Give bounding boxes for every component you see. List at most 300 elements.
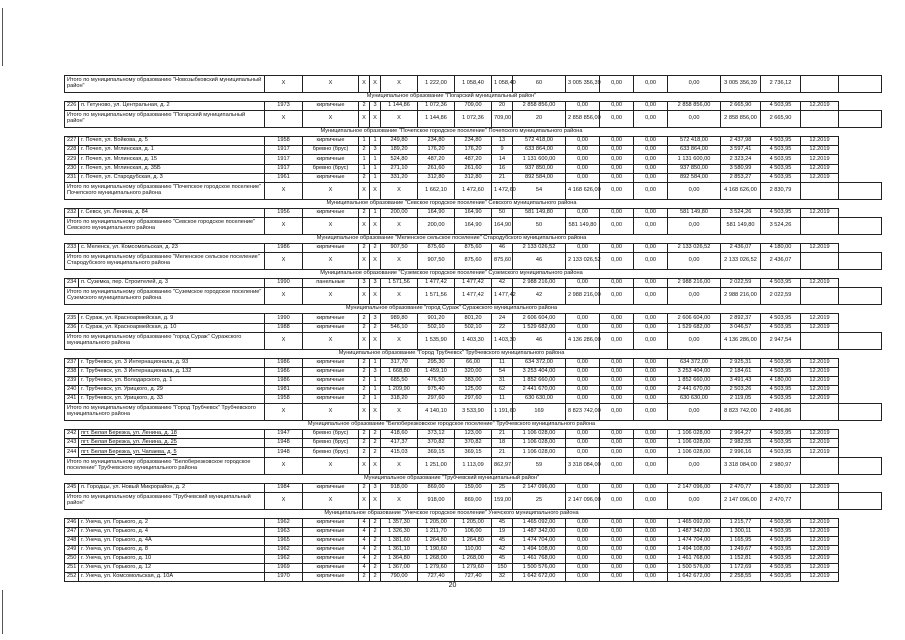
table-body — [65, 76, 882, 582]
table-cell: 0,00 — [634, 527, 668, 536]
table-cell: 0,00 — [634, 217, 668, 234]
section-header-row — [65, 474, 882, 483]
table-cell: 12.2019 — [801, 102, 839, 111]
table-cell: 176,20 — [455, 146, 492, 155]
table-cell: 918,00 — [381, 483, 418, 492]
row-number: 229 — [65, 155, 79, 164]
table-cell: 0,00 — [668, 332, 721, 349]
table-cell: 2 — [370, 537, 381, 546]
table-row — [65, 385, 882, 394]
table-cell: X — [359, 217, 370, 234]
table-cell: 0,00 — [634, 439, 668, 448]
table-cell: 0,00 — [600, 111, 634, 128]
table-cell: 581 149,80 — [721, 217, 761, 234]
table-cell: X — [359, 457, 370, 474]
table-cell: 0,00 — [600, 279, 634, 288]
table-cell: 1962 — [265, 555, 303, 564]
table-cell: 1956 — [265, 208, 303, 217]
table-cell: 4 503,95 — [761, 173, 801, 182]
table-cell: 415,03 — [381, 448, 418, 457]
table-row — [65, 244, 882, 253]
table-cell: 4 — [359, 527, 370, 536]
table-cell: 2 — [359, 573, 370, 582]
table-cell: 0,00 — [634, 102, 668, 111]
table-cell: 1965 — [265, 537, 303, 546]
address-cell: г. Почеп, ул. Мглинская, д. 15 — [79, 155, 265, 164]
table-cell: кирпичные — [303, 483, 359, 492]
page-number: 20 — [448, 582, 457, 589]
table-cell: 1963 — [265, 527, 303, 536]
table-cell: 3 491,43 — [721, 376, 761, 385]
table-cell: 12.2019 — [801, 279, 839, 288]
table-cell: 1958 — [265, 137, 303, 146]
table-cell: X — [359, 182, 370, 199]
table-cell: 1962 — [265, 546, 303, 555]
table-cell — [801, 253, 839, 270]
table-cell: кирпичные — [303, 358, 359, 367]
table-cell: 2 436,07 — [721, 244, 761, 253]
table-cell: 12.2019 — [801, 527, 839, 536]
table-cell: 164,90 — [455, 208, 492, 217]
table-cell: 3 318 084,00 — [721, 457, 761, 474]
table-cell: 189,20 — [381, 146, 418, 155]
subtotal-row — [65, 76, 882, 93]
table-cell — [801, 492, 839, 509]
table-cell: X — [303, 332, 359, 349]
table-cell: 3 005 356,39 — [721, 76, 761, 93]
table-cell: 0,00 — [600, 76, 634, 93]
table-cell: 4 — [359, 518, 370, 527]
table-cell: X — [265, 182, 303, 199]
table-cell: X — [381, 182, 418, 199]
address-cell: п. Суземка, пер. Строителей, д. 3 — [79, 279, 265, 288]
table-cell: 12.2019 — [801, 439, 839, 448]
table-cell: 0,00 — [566, 173, 600, 182]
address-cell: г. Трубчевск, ул. 3 Интернационала, д. 132 — [79, 367, 265, 376]
table-cell: бревно (брус) — [303, 146, 359, 155]
table-cell: 123,00 — [455, 430, 492, 439]
row-number: 232 — [65, 208, 79, 217]
row-number: 230 — [65, 164, 79, 173]
table-cell: X — [303, 76, 359, 93]
table-cell: 1 152,81 — [721, 555, 761, 564]
table-cell: кирпичные — [303, 208, 359, 217]
table-cell: 312,80 — [455, 173, 492, 182]
table-cell: 2 858 856,00 — [513, 102, 566, 111]
table-cell: 4 136 286,00 — [721, 332, 761, 349]
table-cell: 2 988 216,00 — [513, 279, 566, 288]
table-cell: 0,00 — [634, 518, 668, 527]
table-cell: кирпичные — [303, 518, 359, 527]
row-number: 242 — [65, 430, 79, 439]
table-cell: X — [359, 76, 370, 93]
table-cell: 4 503,95 — [761, 279, 801, 288]
table-cell: 0,00 — [600, 573, 634, 582]
table-cell: 0,00 — [634, 173, 668, 182]
table-cell: 20 — [513, 111, 566, 128]
table-cell: 297,60 — [455, 395, 492, 404]
table-cell: 369,15 — [418, 448, 455, 457]
table-cell — [801, 217, 839, 234]
table-cell: 2 — [359, 102, 370, 111]
table-cell: 1 465 092,00 — [513, 518, 566, 527]
table-cell: 0,00 — [600, 102, 634, 111]
table-cell: 502,10 — [455, 323, 492, 332]
table-cell: 2 147 096,00 — [513, 483, 566, 492]
subtotal-row — [65, 457, 882, 474]
table-cell: 1 215,77 — [721, 518, 761, 527]
table-cell: 1 264,80 — [455, 537, 492, 546]
table-cell: X — [370, 457, 381, 474]
address-cell: г. Унеча, ул. Горького, д. 4А — [79, 537, 265, 546]
table-cell: 0,00 — [566, 518, 600, 527]
table-cell: 0,00 — [634, 182, 668, 199]
table-cell: панельные — [303, 279, 359, 288]
table-cell: 12.2019 — [801, 173, 839, 182]
table-cell: 2 — [359, 314, 370, 323]
section-header-row — [65, 509, 882, 518]
table-cell: кирпичные — [303, 564, 359, 573]
table-cell: 1917 — [265, 164, 303, 173]
table-cell: 1 — [370, 385, 381, 394]
table-cell: 989,80 — [381, 314, 418, 323]
table-cell: 1 571,56 — [381, 279, 418, 288]
table-cell: 331,20 — [381, 173, 418, 182]
section-header-row — [65, 128, 882, 137]
subtotal-label: Итого по муниципальному образованию "Почепское городское поселение" Почепского муниципального района — [65, 182, 265, 199]
table-cell: 0,00 — [600, 155, 634, 164]
table-cell: 907,50 — [418, 253, 455, 270]
table-row — [65, 137, 882, 146]
table-cell: 4 503,95 — [761, 314, 801, 323]
table-cell: 261,60 — [455, 164, 492, 173]
table-cell: X — [359, 288, 370, 305]
table-cell: 2 — [359, 173, 370, 182]
table-cell: 4 503,95 — [761, 146, 801, 155]
table-cell: X — [370, 217, 381, 234]
table-row — [65, 314, 882, 323]
table-cell: 320,00 — [455, 367, 492, 376]
table-cell: 0,00 — [634, 555, 668, 564]
table-cell: 1947 — [265, 430, 303, 439]
table-cell: 1 106 028,00 — [668, 430, 721, 439]
table-cell: 0,00 — [634, 492, 668, 509]
table-cell: 4 503,95 — [761, 573, 801, 582]
table-cell: 12.2019 — [801, 137, 839, 146]
row-number: 238 — [65, 367, 79, 376]
table-cell: кирпичные — [303, 323, 359, 332]
table-cell: 0,00 — [668, 492, 721, 509]
table-cell: 685,50 — [381, 376, 418, 385]
table-cell: 1 205,00 — [455, 518, 492, 527]
table-cell: 727,40 — [455, 573, 492, 582]
table-cell: 2 — [370, 555, 381, 564]
table-cell: 2 — [370, 439, 381, 448]
table-cell: 12.2019 — [801, 564, 839, 573]
table-cell: 1 106 028,00 — [513, 448, 566, 457]
table-cell: 790,00 — [381, 573, 418, 582]
table-cell: 0,00 — [634, 564, 668, 573]
table-cell: 4 180,00 — [761, 376, 801, 385]
table-cell: 1 535,90 — [418, 332, 455, 349]
table-cell: 1 — [370, 164, 381, 173]
section-title: Муниципальное образование "город Сураж" Суражского муниципального района — [65, 305, 839, 314]
table-cell: 869,00 — [418, 483, 455, 492]
table-cell: 0,00 — [566, 146, 600, 155]
table-cell: 1 268,00 — [455, 555, 492, 564]
table-cell: 2 — [359, 439, 370, 448]
table-cell: 2 184,61 — [721, 367, 761, 376]
row-number: 226 — [65, 102, 79, 111]
table-cell: 2 736,12 — [761, 76, 801, 93]
table-cell: бревно (брус) — [303, 164, 359, 173]
table-cell: 0,00 — [600, 527, 634, 536]
table-row — [65, 208, 882, 217]
table-row — [65, 518, 882, 527]
table-cell: 0,00 — [668, 111, 721, 128]
table-cell: 1986 — [265, 376, 303, 385]
table-cell: 1 852 660,00 — [668, 376, 721, 385]
table-cell: 1 — [359, 155, 370, 164]
table-cell: 4 503,95 — [761, 358, 801, 367]
table-row — [65, 448, 882, 457]
table-cell: 1 300,11 — [721, 527, 761, 536]
table-cell: 11 — [492, 395, 513, 404]
table-row — [65, 439, 882, 448]
table-cell: 0,00 — [600, 314, 634, 323]
section-title: Муниципальное образование "Унечское городское поселение" Унечского муниципального района — [65, 509, 839, 518]
table-cell: 1 459,10 — [418, 367, 455, 376]
table-cell: 2 022,59 — [761, 288, 801, 305]
table-cell: X — [265, 217, 303, 234]
table-cell: 0,00 — [600, 253, 634, 270]
table-cell: 25 — [513, 492, 566, 509]
table-cell: 234,80 — [418, 137, 455, 146]
table-cell: 524,80 — [381, 155, 418, 164]
table-cell: 4 503,95 — [761, 102, 801, 111]
table-cell: 0,00 — [634, 483, 668, 492]
table-cell: 14 — [492, 155, 513, 164]
table-cell: 1 477,42 — [492, 288, 513, 305]
table-cell: 0,00 — [600, 430, 634, 439]
table-cell: 317,70 — [381, 358, 418, 367]
table-cell: 12.2019 — [801, 385, 839, 394]
section-title: Муниципальное образование "Суземское городское поселение" Суземского муниципального района — [65, 270, 839, 279]
table-cell: X — [370, 332, 381, 349]
table-cell: X — [265, 253, 303, 270]
table-cell: 3 — [370, 367, 381, 376]
table-row — [65, 555, 882, 564]
table-cell: X — [265, 492, 303, 509]
table-cell: 1 361,10 — [381, 546, 418, 555]
table-cell: 1990 — [265, 279, 303, 288]
table-cell: 50 — [513, 217, 566, 234]
table-cell: 0,00 — [634, 253, 668, 270]
table-cell: 1 477,42 — [455, 279, 492, 288]
table-cell: 581 149,80 — [513, 208, 566, 217]
table-cell: 110,00 — [455, 546, 492, 555]
table-cell: 2 — [370, 546, 381, 555]
table-row — [65, 173, 882, 182]
table-cell: 3 253 404,00 — [513, 367, 566, 376]
table-cell: 4 503,95 — [761, 555, 801, 564]
table-cell: 2 — [359, 358, 370, 367]
table-cell: 1990 — [265, 314, 303, 323]
table-cell: 2 606 604,00 — [513, 314, 566, 323]
table-cell: 45 — [492, 518, 513, 527]
table-cell: 12.2019 — [801, 518, 839, 527]
table-cell: 0,00 — [566, 439, 600, 448]
table-cell — [801, 288, 839, 305]
table-cell: 4 136 286,00 — [566, 332, 600, 349]
row-number: 245 — [65, 483, 79, 492]
table-cell: 271,10 — [381, 164, 418, 173]
table-cell: 12.2019 — [801, 448, 839, 457]
table-cell: 937 850,00 — [513, 164, 566, 173]
row-number: 231 — [65, 173, 79, 182]
table-cell: 709,00 — [492, 111, 513, 128]
table-cell: 572 418,00 — [668, 137, 721, 146]
table-cell: 1 461 768,00 — [668, 555, 721, 564]
table-cell: 0,00 — [566, 137, 600, 146]
table-cell: 1 500 576,00 — [513, 564, 566, 573]
table-cell: 2 988 216,00 — [566, 288, 600, 305]
table-cell: 1 529 682,00 — [668, 323, 721, 332]
row-number: 240 — [65, 385, 79, 394]
table-cell: X — [359, 332, 370, 349]
table-cell: X — [265, 404, 303, 421]
table-row — [65, 573, 882, 582]
table-cell: 4 503,95 — [761, 527, 801, 536]
table-cell: 4 503,95 — [761, 439, 801, 448]
section-title: Муниципальное образование "Трубчевский муниципальный район" — [65, 474, 839, 483]
table-cell: 0,00 — [566, 537, 600, 546]
table-cell: 2 503,26 — [721, 385, 761, 394]
table-cell: X — [303, 288, 359, 305]
table-cell: 4 503,95 — [761, 137, 801, 146]
table-cell: 0,00 — [634, 137, 668, 146]
table-cell: 2 — [359, 430, 370, 439]
section-title: Муниципальное образование "Погарский муниципальный район" — [65, 93, 839, 102]
table-cell: 0,00 — [668, 182, 721, 199]
table-cell: 164,90 — [492, 217, 513, 234]
table-cell: 21 — [492, 448, 513, 457]
table-cell: 295,30 — [418, 358, 455, 367]
table-cell: 1958 — [265, 395, 303, 404]
table-cell: 1 279,60 — [418, 564, 455, 573]
table-cell: 4 — [359, 537, 370, 546]
table-cell: 1 — [370, 395, 381, 404]
table-cell: 0,00 — [600, 137, 634, 146]
table-cell: 16 — [492, 164, 513, 173]
table-cell: 0,00 — [634, 457, 668, 474]
table-cell: 875,60 — [492, 253, 513, 270]
subtotal-label: Итого по муниципальному образованию "Город Трубчевск" Трубчевского муниципального района — [65, 404, 265, 421]
table-cell: 0,00 — [600, 288, 634, 305]
row-number: 241 — [65, 395, 79, 404]
table-cell: 12.2019 — [801, 546, 839, 555]
table-cell: 0,00 — [634, 430, 668, 439]
row-number: 227 — [65, 137, 79, 146]
table-cell: 12.2019 — [801, 208, 839, 217]
table-cell: 0,00 — [600, 546, 634, 555]
table-cell: 709,00 — [455, 102, 492, 111]
row-number: 244 — [65, 448, 79, 457]
table-cell: 0,00 — [600, 182, 634, 199]
table-cell: 634 372,00 — [513, 358, 566, 367]
table-cell: 4 503,95 — [761, 518, 801, 527]
table-cell: 975,40 — [418, 385, 455, 394]
table-cell: X — [303, 492, 359, 509]
table-cell: X — [381, 332, 418, 349]
table-cell: 2 133 026,52 — [513, 244, 566, 253]
table-cell: 60 — [513, 76, 566, 93]
table-cell: 0,00 — [600, 367, 634, 376]
table-cell: 862,97 — [492, 457, 513, 474]
table-cell: кирпичные — [303, 137, 359, 146]
table-cell: 1 474 704,00 — [513, 537, 566, 546]
table-cell: 46 — [492, 244, 513, 253]
table-cell: 12.2019 — [801, 146, 839, 155]
table-cell — [839, 111, 882, 128]
table-cell: 164,90 — [455, 217, 492, 234]
table-cell: 12.2019 — [801, 358, 839, 367]
table-cell: 312,80 — [418, 173, 455, 182]
table-cell: 0,00 — [668, 288, 721, 305]
section-header-row — [65, 270, 882, 279]
table-cell: 2 — [370, 527, 381, 536]
table-cell: 0,00 — [566, 244, 600, 253]
table-cell: 1948 — [265, 439, 303, 448]
table-cell: 383,00 — [455, 376, 492, 385]
table-cell: 106,00 — [455, 527, 492, 536]
table-cell: 0,00 — [600, 448, 634, 457]
table-cell: 0,00 — [668, 404, 721, 421]
table-cell: 0,00 — [634, 376, 668, 385]
table-cell: 12.2019 — [801, 244, 839, 253]
section-title: Муниципальное образование "Севское городское поселение" Севского муниципального района — [65, 199, 839, 208]
table-cell: 13 — [492, 137, 513, 146]
table-cell: 54 — [492, 367, 513, 376]
table-cell: 2 — [370, 448, 381, 457]
address-cell: с. Меленск, ул. Комсомольская, д. 23 — [79, 244, 265, 253]
table-cell: X — [265, 111, 303, 128]
table-cell: 0,00 — [566, 395, 600, 404]
table-cell: X — [265, 457, 303, 474]
table-cell: 487,20 — [418, 155, 455, 164]
table-cell: 0,00 — [566, 279, 600, 288]
table-cell: 2 — [359, 448, 370, 457]
table-cell: 46 — [513, 332, 566, 349]
table-cell: 0,00 — [566, 573, 600, 582]
table-cell: 2 853,27 — [721, 173, 761, 182]
table-cell: 418,60 — [381, 430, 418, 439]
table-cell: 0,00 — [566, 164, 600, 173]
table-cell: 12.2019 — [801, 395, 839, 404]
table-cell: 200,00 — [381, 208, 418, 217]
table-cell: 4 — [359, 555, 370, 564]
address-cell: г. Трубчевск, ул. Урицкого, д. 33 — [79, 395, 265, 404]
table-cell: 0,00 — [600, 395, 634, 404]
table-cell: 3 — [370, 279, 381, 288]
table-cell — [839, 457, 882, 474]
table-cell: 0,00 — [600, 173, 634, 182]
table-cell: 633 864,00 — [513, 146, 566, 155]
table-cell: X — [303, 253, 359, 270]
table-cell: 4 503,95 — [761, 323, 801, 332]
row-number: 248 — [65, 537, 79, 546]
table-cell: 4 503,95 — [761, 564, 801, 573]
